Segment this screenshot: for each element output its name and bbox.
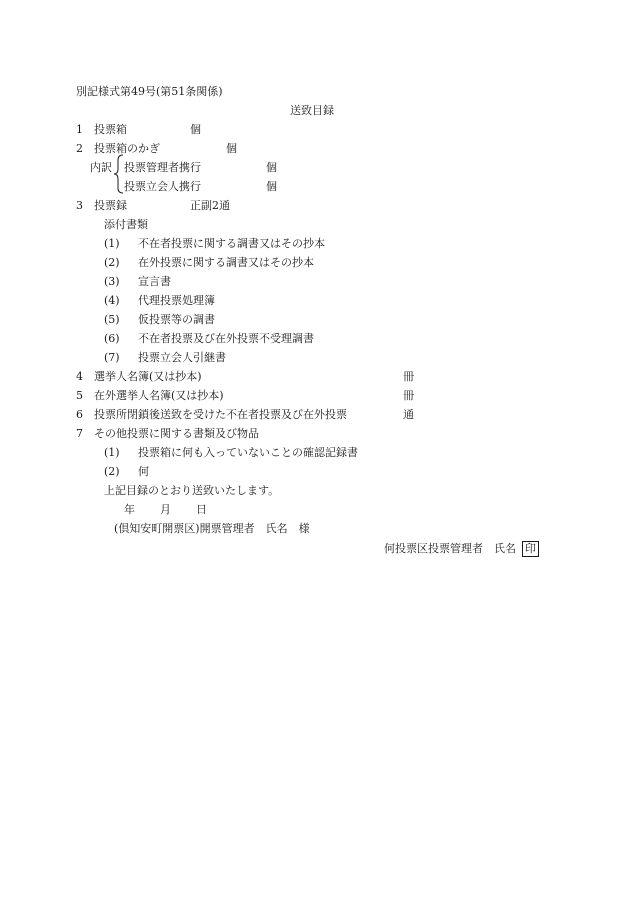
other-text: 何 (138, 465, 149, 478)
item-label: 在外選挙人名簿(又は抄本) (94, 389, 224, 402)
closing-statement: 上記目録のとおり送致いたします。 (104, 484, 280, 497)
item-number: 2 (76, 142, 83, 155)
breakdown-a-unit: 個 (266, 161, 277, 174)
breakdown-label: 内訳 (90, 161, 112, 174)
attachment-text: 不在者投票及び在外投票不受理調書 (138, 332, 314, 345)
attachment-number: (7) (104, 351, 120, 364)
attachment-item (104, 238, 325, 249)
seal-mark: 印 (522, 541, 539, 557)
item-6-unit: 通 (403, 408, 414, 421)
breakdown-a-label: 投票管理者携行 (124, 161, 201, 174)
item-1-unit: 個 (190, 123, 201, 136)
item-1 (76, 124, 127, 135)
item-label: 投票箱 (94, 123, 127, 136)
date-month: 月 (160, 503, 171, 516)
attachment-item (104, 352, 226, 363)
item-3-unit: 正副2通 (190, 199, 230, 212)
item-label: その他投票に関する書類及び物品 (94, 427, 259, 440)
date-year: 年 (124, 503, 135, 516)
item-2 (76, 143, 160, 154)
item-5 (76, 390, 224, 401)
attachment-number: (2) (104, 256, 120, 269)
attachment-number: (1) (104, 237, 120, 250)
item-6 (76, 409, 347, 420)
attachments-heading: 添付書類 (104, 218, 148, 231)
item-number: 3 (76, 199, 83, 212)
item-number: 7 (76, 427, 83, 440)
other-number: (2) (104, 465, 120, 478)
attachment-item (104, 276, 171, 287)
attachment-item (104, 295, 215, 306)
attachment-number: (5) (104, 313, 120, 326)
other-text: 投票箱に何も入っていないことの確認記録書 (138, 446, 358, 459)
attachment-number: (3) (104, 275, 120, 288)
attachment-item (104, 333, 314, 344)
item-label: 選挙人名簿(又は抄本) (94, 370, 202, 383)
sender-line (384, 541, 539, 557)
other-item (104, 466, 149, 477)
attachment-number: (4) (104, 294, 120, 307)
attachment-text: 代理投票処理簿 (138, 294, 215, 307)
item-4-unit: 冊 (403, 370, 414, 383)
attachment-text: 投票立会人引継書 (138, 351, 226, 364)
breakdown-b-label: 投票立会人携行 (124, 180, 201, 193)
attachment-number: (6) (104, 332, 120, 345)
attachment-text: 在外投票に関する調書又はその抄本 (138, 256, 314, 269)
item-7 (76, 428, 259, 439)
other-number: (1) (104, 446, 120, 459)
item-number: 5 (76, 389, 83, 402)
attachment-text: 仮投票等の調書 (138, 313, 215, 326)
item-number: 4 (76, 370, 83, 383)
attachment-item (104, 257, 314, 268)
item-4 (76, 371, 202, 382)
item-3 (76, 200, 127, 211)
other-item (104, 447, 358, 458)
item-label: 投票所閉鎖後送致を受けた不在者投票及び在外投票 (94, 408, 347, 421)
date-day: 日 (196, 503, 207, 516)
item-5-unit: 冊 (403, 389, 414, 402)
attachment-text: 不在者投票に関する調書又はその抄本 (138, 237, 325, 250)
item-2-unit: 個 (226, 142, 237, 155)
item-number: 1 (76, 123, 83, 136)
addressee: (倶知安町開票区)開票管理者 氏名 様 (114, 522, 310, 535)
item-label: 投票録 (94, 199, 127, 212)
item-label: 投票箱のかぎ (94, 142, 160, 155)
attachment-text: 宣言書 (138, 275, 171, 288)
sender: 何投票区投票管理者 氏名 (384, 542, 516, 555)
breakdown-b-unit: 個 (266, 180, 277, 193)
attachment-item (104, 314, 215, 325)
item-number: 6 (76, 408, 83, 421)
document-title: 送致目録 (290, 104, 334, 117)
form-title: 別記様式第49号(第51条関係) (76, 85, 223, 98)
brace-icon (114, 154, 124, 194)
